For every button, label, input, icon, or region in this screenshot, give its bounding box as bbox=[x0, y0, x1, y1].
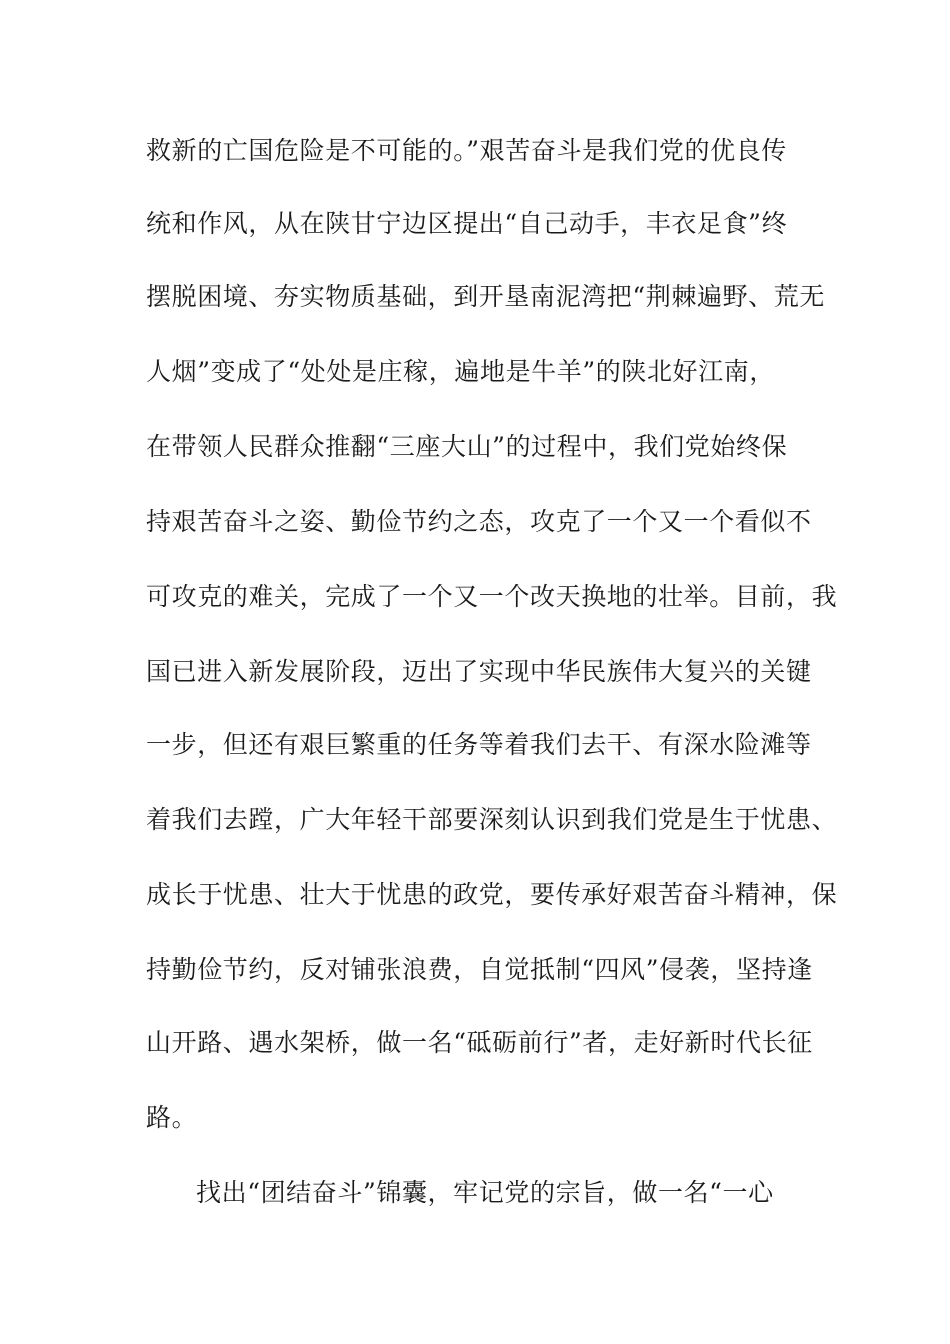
paragraph-line: 人烟”变成了“处处是庄稼，遍地是牛羊”的陕北好江南， bbox=[146, 357, 775, 386]
paragraph-line: 着我们去蹚，广大年轻干部要深刻认识到我们党是生于忧患、 bbox=[146, 805, 838, 834]
paragraph-line: 路。 bbox=[146, 1103, 198, 1132]
paragraph-line: 持勤俭节约，反对铺张浪费，自觉抵制“四风”侵袭，坚持逢 bbox=[146, 955, 813, 984]
paragraph-line: 国已进入新发展阶段，迈出了实现中华民族伟大复兴的关键 bbox=[146, 657, 812, 686]
paragraph-line: 可攻克的难关，完成了一个又一个改天换地的壮举。目前，我 bbox=[146, 582, 838, 611]
paragraph-line: 摆脱困境、夯实物质基础，到开垦南泥湾把“荆棘遍野、荒无 bbox=[146, 282, 825, 311]
paragraph-line: 统和作风，从在陕甘宁边区提出“自己动手，丰衣足食”终 bbox=[146, 209, 788, 238]
paragraph-line: 救新的亡国危险是不可能的。”艰苦奋斗是我们党的优良传 bbox=[146, 136, 787, 165]
paragraph-line-indented: 找出“团结奋斗”锦囊，牢记党的宗旨，做一名“一心 bbox=[196, 1178, 774, 1207]
paragraph-line: 在带领人民群众推翻“三座大山”的过程中，我们党始终保 bbox=[146, 432, 788, 461]
paragraph-line: 一步，但还有艰巨繁重的任务等着我们去干、有深水险滩等 bbox=[146, 730, 812, 759]
paragraph-line: 持艰苦奋斗之姿、勤俭节约之态，攻克了一个又一个看似不 bbox=[146, 507, 812, 536]
paragraph-line: 成长于忧患、壮大于忧患的政党，要传承好艰苦奋斗精神，保 bbox=[146, 880, 838, 909]
paragraph-line: 山开路、遇水架桥，做一名“砥砺前行”者，走好新时代长征 bbox=[146, 1028, 813, 1057]
